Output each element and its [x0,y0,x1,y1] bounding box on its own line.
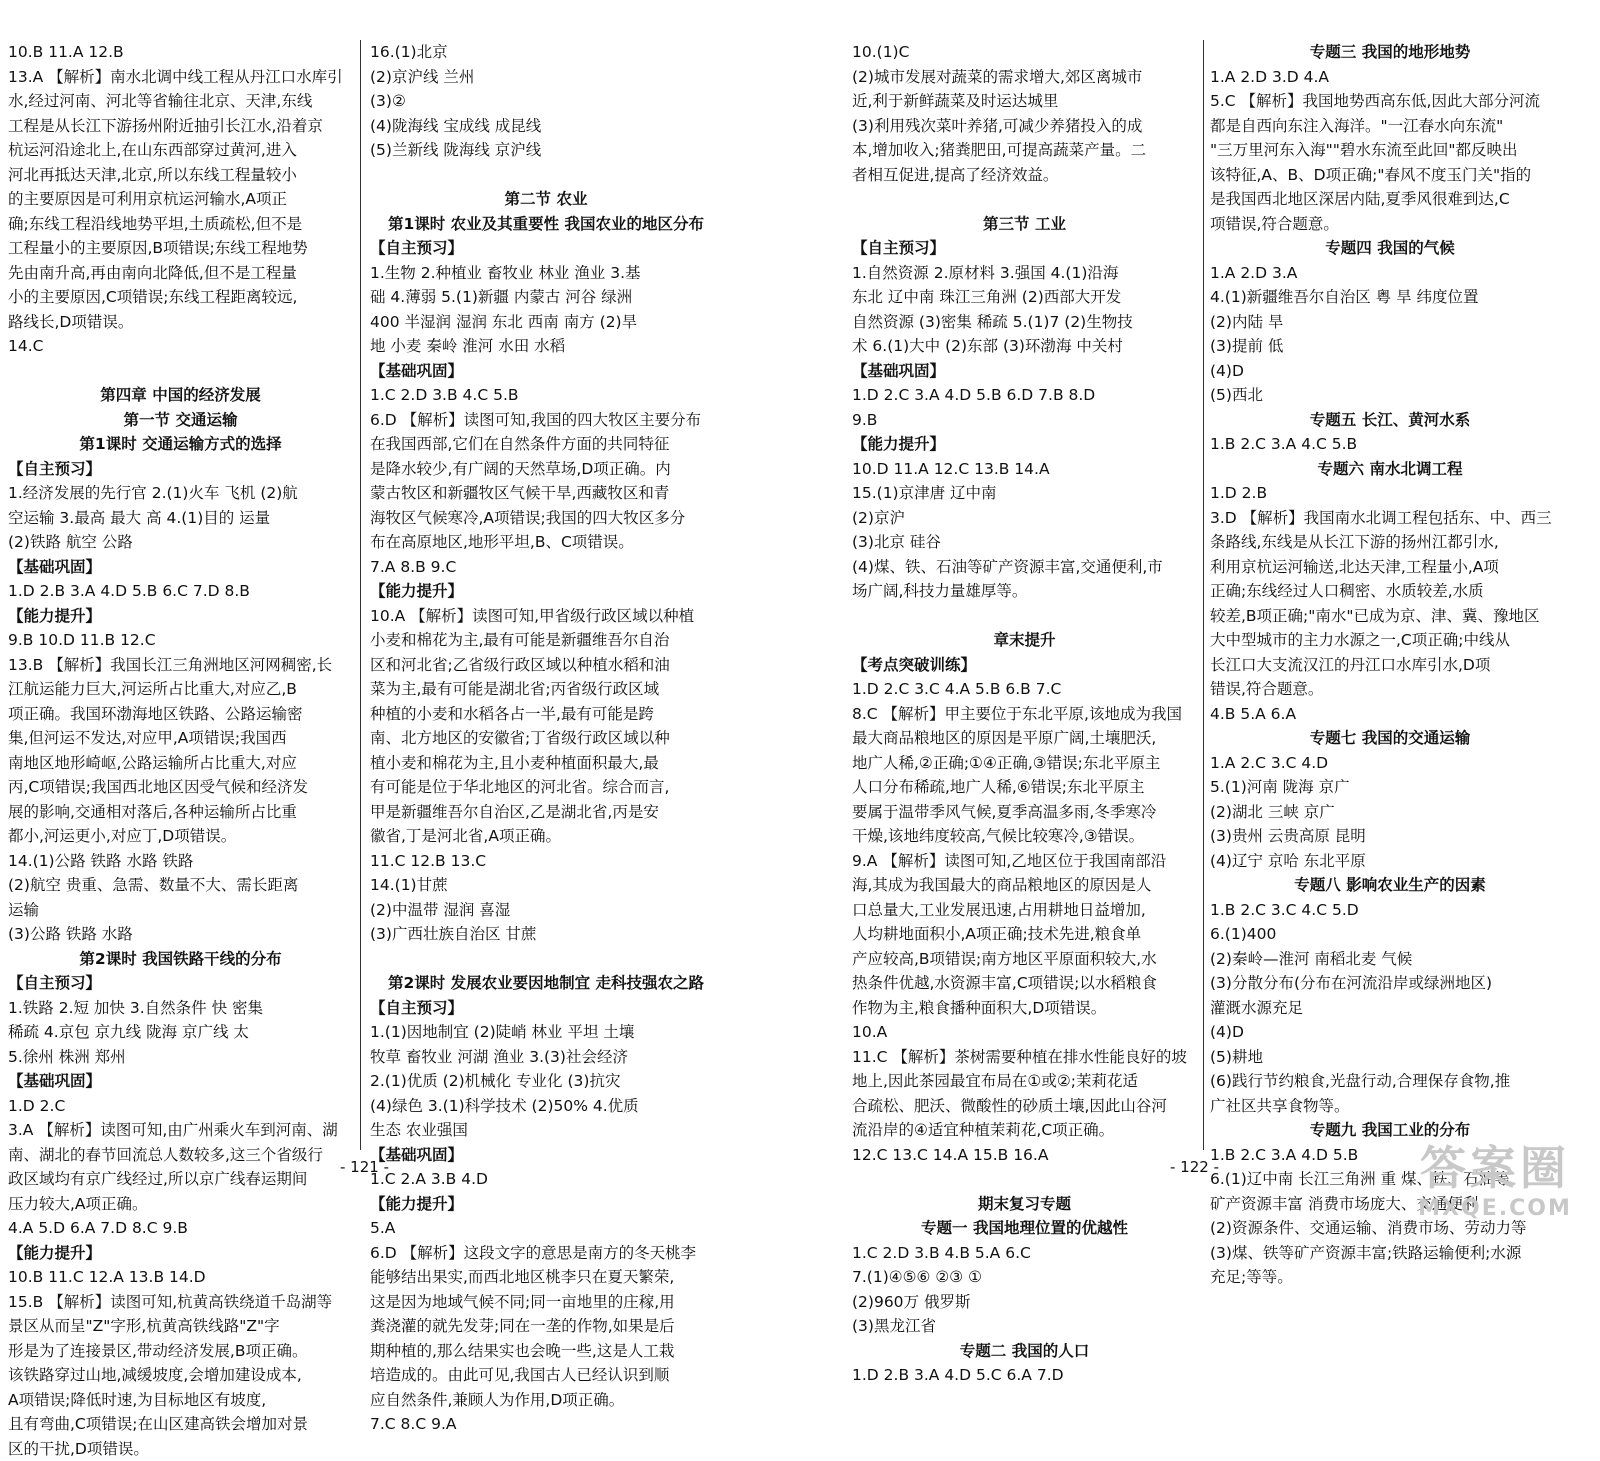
answer-line: 16.(1)北京 [370,40,722,65]
answer-line: 河北再抵达天津,北京,所以东线工程量较小 [8,163,353,188]
answer-line: (5)耕地 [1210,1045,1570,1070]
page-number-left: - 121 - [340,1158,389,1176]
answer-line: 矿产资源丰富 消费市场庞大、交通便利 [1210,1192,1570,1217]
section-heading: 专题二 我国的人口 [852,1339,1197,1364]
answer-line: 蒙古牧区和新疆牧区气候干旱,西藏牧区和青 [370,481,722,506]
answer-line: 徽省,丁是河北省,A项正确。 [370,824,722,849]
answer-line: 术 6.(1)大中 (2)东部 (3)环渤海 中关村 [852,334,1197,359]
answer-line: 运输 [8,898,353,923]
answer-line: 7.A 8.B 9.C [370,555,722,580]
answer-line: 15.(1)京津唐 辽中南 [852,481,1197,506]
answer-line: (2)京沪线 兰州 [370,65,722,90]
answer-line: 400 半湿润 湿润 东北 西南 南方 (2)旱 [370,310,722,335]
answer-line: 项正确。我国环渤海地区铁路、公路运输密 [8,702,353,727]
answer-line: 杭运河沿途北上,在山东西部穿过黄河,进入 [8,138,353,163]
blank-line [370,947,722,972]
answer-line: (4)绿色 3.(1)科学技术 (2)50% 4.优质 [370,1094,722,1119]
section-heading: 专题六 南水北调工程 [1210,457,1570,482]
section-tag: 【能力提升】 [370,1192,722,1217]
answer-line: 人口分布稀疏,地广人稀,⑥错误;东北平原主 [852,775,1197,800]
section-heading: 专题九 我国工业的分布 [1210,1118,1570,1143]
answer-line: 口总量大,工业发展迅速,占用耕地日益增加, [852,898,1197,923]
answer-line: 南、湖北的春节回流总人数较多,这三个省级行 [8,1143,353,1168]
answer-line: 大中型城市的主力水源之一,C项正确;中线从 [1210,628,1570,653]
answer-line: 错误,符合题意。 [1210,677,1570,702]
answer-line: (3)公路 铁路 水路 [8,922,353,947]
answer-line: (2)中温带 湿润 喜湿 [370,898,722,923]
answer-line: 水,经过河南、河北等省输往北京、天津,东线 [8,89,353,114]
section-tag: 【能力提升】 [370,579,722,604]
answer-line: 产应较高,B项错误;南方地区平原面积较大,水 [852,947,1197,972]
answer-line: 最大商品粮地区的原因是平原广阔,土壤肥沃, [852,726,1197,751]
answer-line: (3)贵州 云贵高原 昆明 [1210,824,1570,849]
answer-line: 1.C 2.D 3.B 4.B 5.A 6.C [852,1241,1197,1266]
answer-line: 集,但河运不发达,对应甲,A项错误;我国西 [8,726,353,751]
answer-line: (4)陇海线 宝成线 成昆线 [370,114,722,139]
section-heading: 第一节 交通运输 [8,408,353,433]
answer-line: (3)煤、铁等矿产资源丰富;铁路运输便利;水源 [1210,1241,1570,1266]
section-tag: 【基础巩固】 [8,1069,353,1094]
answer-line: 10.A [852,1020,1197,1045]
answer-line: 海,其成为我国最大的商品粮地区的原因是人 [852,873,1197,898]
answer-line: 5.徐州 株洲 郑州 [8,1045,353,1070]
answer-line: (4)D [1210,1020,1570,1045]
answer-line: 11.C 12.B 13.C [370,849,722,874]
answer-line: 培造成的。由此可见,我国古人已经认识到顺 [370,1363,722,1388]
answer-line: 10.A 【解析】读图可知,甲省级行政区域以种植 [370,604,722,629]
answer-line: 9.B [852,408,1197,433]
answer-line: 都是自西向东注入海洋。"一江春水向东流" [1210,114,1570,139]
answer-line: (2)湖北 三峡 京广 [1210,800,1570,825]
answer-line: 江航运能力巨大,河运所占比重大,对应乙,B [8,677,353,702]
answer-line: 10.D 11.A 12.C 13.B 14.A [852,457,1197,482]
answer-line: 流沿岸的④适宜种植茉莉花,C项正确。 [852,1118,1197,1143]
answer-line: 1.C 2.A 3.B 4.D [370,1167,722,1192]
answer-line: 8.C 【解析】甲主要位于东北平原,该地成为我国 [852,702,1197,727]
answer-line: 本,增加收入;猪粪肥田,可提高蔬菜产量。二 [852,138,1197,163]
answer-line: 1.D 2.C 3.C 4.A 5.B 6.B 7.C [852,677,1197,702]
section-heading: 第1课时 农业及其重要性 我国农业的地区分布 [370,212,722,237]
answer-line: 稀疏 4.京包 京九线 陇海 京广线 太 [8,1020,353,1045]
answer-line: (6)践行节约粮食,光盘行动,合理保存食物,推 [1210,1069,1570,1094]
answer-line: 14.(1)甘蔗 [370,873,722,898]
answer-line: 甲是新疆维吾尔自治区,乙是湖北省,丙是安 [370,800,722,825]
answer-line: 应自然条件,兼顾人为作用,D项正确。 [370,1388,722,1413]
answer-line: "三万里河东入海""碧水东流至此回"都反映出 [1210,138,1570,163]
answer-line: 1.B 2.C 3.A 4.C 5.B [1210,432,1570,457]
blank-line [852,604,1197,629]
page-number-right: - 122 - [1170,1158,1219,1176]
section-tag: 【自主预习】 [8,457,353,482]
answer-line: 热条件优越,水资源丰富,C项错误;以水稻粮食 [852,971,1197,996]
blank-line [8,359,353,384]
section-heading: 专题八 影响农业生产的因素 [1210,873,1570,898]
section-heading: 章末提升 [852,628,1197,653]
watermark-text: 答案圈 [1395,1140,1595,1196]
answer-line: 础 4.薄弱 5.(1)新疆 内蒙古 河谷 绿洲 [370,285,722,310]
answer-line: 1.B 2.C 3.A 4.D 5.B [1210,1143,1570,1168]
answer-line: (3)黑龙江省 [852,1314,1197,1339]
answer-line: 7.C 8.C 9.A [370,1412,722,1437]
answer-line: 自然资源 (3)密集 稀疏 5.(1)7 (2)生物技 [852,310,1197,335]
answer-line: 要属于温带季风气候,夏季高温多雨,冬季寒冷 [852,800,1197,825]
answer-line: (3)提前 低 [1210,334,1570,359]
answer-line: 长江口大支流汉江的丹江口水库引水,D项 [1210,653,1570,678]
answer-line: 者相互促进,提高了经济效益。 [852,163,1197,188]
section-heading: 专题七 我国的交通运输 [1210,726,1570,751]
answer-line: 确;东线工程沿线地势平坦,土质疏松,但不是 [8,212,353,237]
column-divider-left [360,40,361,1150]
answer-line: 10.B 11.C 12.A 13.B 14.D [8,1265,353,1290]
answer-line: 4.(1)新疆维吾尔自治区 粤 旱 纬度位置 [1210,285,1570,310]
answer-line: 形是为了连接景区,带动经济发展,B项正确。 [8,1339,353,1364]
section-tag: 【基础巩固】 [370,359,722,384]
right-page-column-1 [852,40,1197,1388]
answer-line: 1.D 2.B 3.A 4.D 5.C 6.A 7.D [852,1363,1197,1388]
watermark-url: MXQE.COM [1395,1196,1595,1221]
answer-line: 6.(1)400 [1210,922,1570,947]
answer-line: 地广人稀,②正确;①④正确,③错误;东北平原主 [852,751,1197,776]
answer-line: 项错误,符合题意。 [1210,212,1570,237]
section-tag: 【能力提升】 [8,604,353,629]
answer-line: 且有弯曲,C项错误;在山区建高铁会增加对景 [8,1412,353,1437]
answer-line: (3)利用残次菜叶养猪,可减少养猪投入的成 [852,114,1197,139]
answer-line: 1.A 2.C 3.C 4.D [1210,751,1570,776]
answer-line: 期种植的,那么结果实也会晚一些,这是人工栽 [370,1339,722,1364]
section-tag: 【自主预习】 [8,971,353,996]
answer-line: 政区域均有京广线经过,所以京广线春运期间 [8,1167,353,1192]
answer-line: 1.自然资源 2.原材料 3.强国 4.(1)沿海 [852,261,1197,286]
section-heading: 第2课时 发展农业要因地制宜 走科技强农之路 [370,971,722,996]
section-tag: 【自主预习】 [370,996,722,1021]
answer-line: (2)京沪 [852,506,1197,531]
answer-line: 7.(1)④⑤⑥ ②③ ① [852,1265,1197,1290]
answer-line: (4)D [1210,359,1570,384]
answer-line: 3.A 【解析】读图可知,由广州乘火车到河南、湖 [8,1118,353,1143]
answer-line: 4.A 5.D 6.A 7.D 8.C 9.B [8,1216,353,1241]
answer-line: 1.A 2.D 3.D 4.A [1210,65,1570,90]
answer-line: (2)航空 贵重、急需、数量不大、需长距离 [8,873,353,898]
section-tag: 【基础巩固】 [8,555,353,580]
answer-line: 都小,河运更小,对应丁,D项错误。 [8,824,353,849]
answer-line: 南地区地形崎岖,公路运输所占比重大,对应 [8,751,353,776]
answer-line: 种植的小麦和水稻各占一半,最有可能是跨 [370,702,722,727]
answer-line: (2)960万 俄罗斯 [852,1290,1197,1315]
answer-line: 有可能是位于华北地区的河北省。综合而言, [370,775,722,800]
left-page-column-1 [8,40,353,1461]
answer-line: 1.D 2.C 3.A 4.D 5.B 6.D 7.B 8.D [852,383,1197,408]
answer-line: 展的影响,交通相对落后,各种运输所占比重 [8,800,353,825]
answer-line: 1.经济发展的先行官 2.(1)火车 飞机 (2)航 [8,481,353,506]
section-heading: 第2课时 我国铁路干线的分布 [8,947,353,972]
answer-line: 1.(1)因地制宜 (2)陡峭 林业 平坦 土壤 [370,1020,722,1045]
answer-line: A项错误;降低时速,为目标地区有坡度, [8,1388,353,1413]
answer-line: (5)兰新线 陇海线 京沪线 [370,138,722,163]
answer-line: 10.B 11.A 12.B [8,40,353,65]
answer-line: (2)资源条件、交通运输、消费市场、劳动力等 [1210,1216,1570,1241]
answer-line: 地上,因此茶园最宜布局在①或②;茉莉花适 [852,1069,1197,1094]
answer-line: 工程量小的主要原因,B项错误;东线工程地势 [8,236,353,261]
section-heading: 第三节 工业 [852,212,1197,237]
answer-line: 灌溉水源充足 [1210,996,1570,1021]
answer-line: 10.(1)C [852,40,1197,65]
section-heading: 专题三 我国的地形地势 [1210,40,1570,65]
answer-line: 地 小麦 秦岭 淮河 水田 水稻 [370,334,722,359]
answer-line: 生态 农业强国 [370,1118,722,1143]
answer-line: 小麦和棉花为主,最有可能是新疆维吾尔自治 [370,628,722,653]
answer-line: (2)内陆 旱 [1210,310,1570,335]
answer-line: 1.C 2.D 3.B 4.C 5.B [370,383,722,408]
answer-line: 利用京杭运河输送,北达天津,工程量小,A项 [1210,555,1570,580]
left-page-column-2 [370,40,722,1437]
answer-line: 人均耕地面积小,A项正确;技术先进,粮食单 [852,922,1197,947]
answer-line: 区和河北省;乙省级行政区域以种植水稻和油 [370,653,722,678]
answer-line: (4)辽宁 京哈 东北平原 [1210,849,1570,874]
answer-line: (2)城市发展对蔬菜的需求增大,郊区离城市 [852,65,1197,90]
column-divider-right [1203,40,1204,1150]
answer-line: 空运输 3.最高 最大 高 4.(1)目的 运量 [8,506,353,531]
answer-line: 6.(1)辽中南 长江三角洲 重 煤、铁、石油等 [1210,1167,1570,1192]
answer-line: 小的主要原因,C项错误;东线工程距离较远, [8,285,353,310]
answer-line: 9.A 【解析】读图可知,乙地区位于我国南部沿 [852,849,1197,874]
answer-line: 近,利于新鲜蔬菜及时运达城里 [852,89,1197,114]
answer-line: 工程是从长江下游扬州附近抽引长江水,沿着京 [8,114,353,139]
answer-line: 13.B 【解析】我国长江三角洲地区河网稠密,长 [8,653,353,678]
answer-line: 丙,C项错误;我国西北地区因受气候和经济发 [8,775,353,800]
answer-line: 在我国西部,它们在自然条件方面的共同特征 [370,432,722,457]
answer-line: 2.(1)优质 (2)机械化 专业化 (3)抗灾 [370,1069,722,1094]
section-heading: 第四章 中国的经济发展 [8,383,353,408]
section-heading: 专题五 长江、黄河水系 [1210,408,1570,433]
answer-line: 压力较大,A项正确。 [8,1192,353,1217]
answer-line: 较差,B项正确;"南水"已成为京、津、冀、豫地区 [1210,604,1570,629]
answer-line: 作物为主,粮食播种面积大,D项错误。 [852,996,1197,1021]
answer-line: 15.B 【解析】读图可知,杭黄高铁绕道千岛湖等 [8,1290,353,1315]
answer-line: 6.D 【解析】这段文字的意思是南方的冬天桃李 [370,1241,722,1266]
answer-line: (5)西北 [1210,383,1570,408]
answer-line: 这是因为地域气候不同;同一亩地里的庄稼,用 [370,1290,722,1315]
answer-line: (4)煤、铁、石油等矿产资源丰富,交通便利,市 [852,555,1197,580]
answer-line: 景区从而呈"Z"字形,杭黄高铁线路"Z"字 [8,1314,353,1339]
answer-line: 区的干扰,D项错误。 [8,1437,353,1461]
section-heading: 第二节 农业 [370,187,722,212]
blank-line [370,163,722,188]
section-tag: 【能力提升】 [8,1241,353,1266]
section-tag: 【自主预习】 [852,236,1197,261]
answer-line: 9.B 10.D 11.B 12.C [8,628,353,653]
answer-line: 是降水较少,有广阔的天然草场,D项正确。内 [370,457,722,482]
watermark-logo [1395,1140,1595,1221]
answer-line: 1.B 2.C 3.C 4.C 5.D [1210,898,1570,923]
section-heading: 第1课时 交通运输方式的选择 [8,432,353,457]
answer-line: 4.B 5.A 6.A [1210,702,1570,727]
answer-line: 干燥,该地纬度较高,气候比较寒冷,③错误。 [852,824,1197,849]
section-tag: 【基础巩固】 [852,359,1197,384]
answer-line: (2)铁路 航空 公路 [8,530,353,555]
answer-line: 该铁路穿过山地,减缓坡度,会增加建设成本, [8,1363,353,1388]
answer-line: 1.A 2.D 3.A [1210,261,1570,286]
answer-line: 1.D 2.C [8,1094,353,1119]
answer-line: (3)分散分布(分布在河流沿岸或绿洲地区) [1210,971,1570,996]
answer-line: 1.铁路 2.短 加快 3.自然条件 快 密集 [8,996,353,1021]
section-tag: 【基础巩固】 [370,1143,722,1168]
section-tag: 【能力提升】 [852,432,1197,457]
section-heading: 专题一 我国地理位置的优越性 [852,1216,1197,1241]
answer-line: 先由南升高,再由南向北降低,但不是工程量 [8,261,353,286]
answer-line: 场广阔,科技力量雄厚等。 [852,579,1197,604]
answer-line: 14.(1)公路 铁路 水路 铁路 [8,849,353,874]
answer-line: 粪浇灌的就先发芽;同在一垄的作物,如果是后 [370,1314,722,1339]
answer-line: 1.生物 2.种植业 畜牧业 林业 渔业 3.基 [370,261,722,286]
answer-line: 条路线,东线是从长江下游的扬州江都引水, [1210,530,1570,555]
answer-line: 合疏松、肥沃、微酸性的砂质土壤,因此山谷河 [852,1094,1197,1119]
answer-line: 菜为主,最有可能是湖北省;丙省级行政区域 [370,677,722,702]
blank-line [852,1167,1197,1192]
answer-line: 1.D 2.B 3.A 4.D 5.B 6.C 7.D 8.B [8,579,353,604]
answer-line: 正确;东线经过人口稠密、水质较差,水质 [1210,579,1570,604]
answer-line: 14.C [8,334,353,359]
answer-line: 该特征,A、B、D项正确;"春风不度玉门关"指的 [1210,163,1570,188]
answer-line: 6.D 【解析】读图可知,我国的四大牧区主要分布 [370,408,722,433]
answer-line: (2)秦岭—淮河 南稻北麦 气候 [1210,947,1570,972]
answer-line: 牧草 畜牧业 河湖 渔业 3.(3)社会经济 [370,1045,722,1070]
answer-line: 5.(1)河南 陇海 京广 [1210,775,1570,800]
answer-line: 布在高原地区,地形平坦,B、C项错误。 [370,530,722,555]
section-heading: 期末复习专题 [852,1192,1197,1217]
answer-line: 的主要原因是可利用京杭运河输水,A项正 [8,187,353,212]
blank-line [852,187,1197,212]
answer-line: 东北 辽中南 珠江三角洲 (2)西部大开发 [852,285,1197,310]
answer-line: 广社区共享食物等。 [1210,1094,1570,1119]
answer-line: 1.D 2.B [1210,481,1570,506]
answer-line: 5.C 【解析】我国地势西高东低,因此大部分河流 [1210,89,1570,114]
section-tag: 【考点突破训练】 [852,653,1197,678]
answer-line: 植小麦和棉花为主,且小麦种植面积最大,最 [370,751,722,776]
answer-line: 海牧区气候寒冷,A项错误;我国的四大牧区多分 [370,506,722,531]
right-page-column-2 [1210,40,1570,1290]
answer-line: (3)北京 硅谷 [852,530,1197,555]
answer-line: 是我国西北地区深居内陆,夏季风很难到达,C [1210,187,1570,212]
section-heading: 专题四 我国的气候 [1210,236,1570,261]
answer-line: 路线长,D项错误。 [8,310,353,335]
answer-line: (3)广西壮族自治区 甘蔗 [370,922,722,947]
answer-line: 5.A [370,1216,722,1241]
answer-line: 13.A 【解析】南水北调中线工程从丹江口水库引 [8,65,353,90]
answer-line: 12.C 13.C 14.A 15.B 16.A [852,1143,1197,1168]
answer-line: 充足;等等。 [1210,1265,1570,1290]
answer-line: 11.C 【解析】茶树需要种植在排水性能良好的坡 [852,1045,1197,1070]
answer-line: 3.D 【解析】我国南水北调工程包括东、中、西三 [1210,506,1570,531]
answer-line: (3)② [370,89,722,114]
section-tag: 【自主预习】 [370,236,722,261]
answer-line: 能够结出果实,而西北地区桃李只在夏天繁荣, [370,1265,722,1290]
answer-line: 南、北方地区的安徽省;丁省级行政区域以种 [370,726,722,751]
